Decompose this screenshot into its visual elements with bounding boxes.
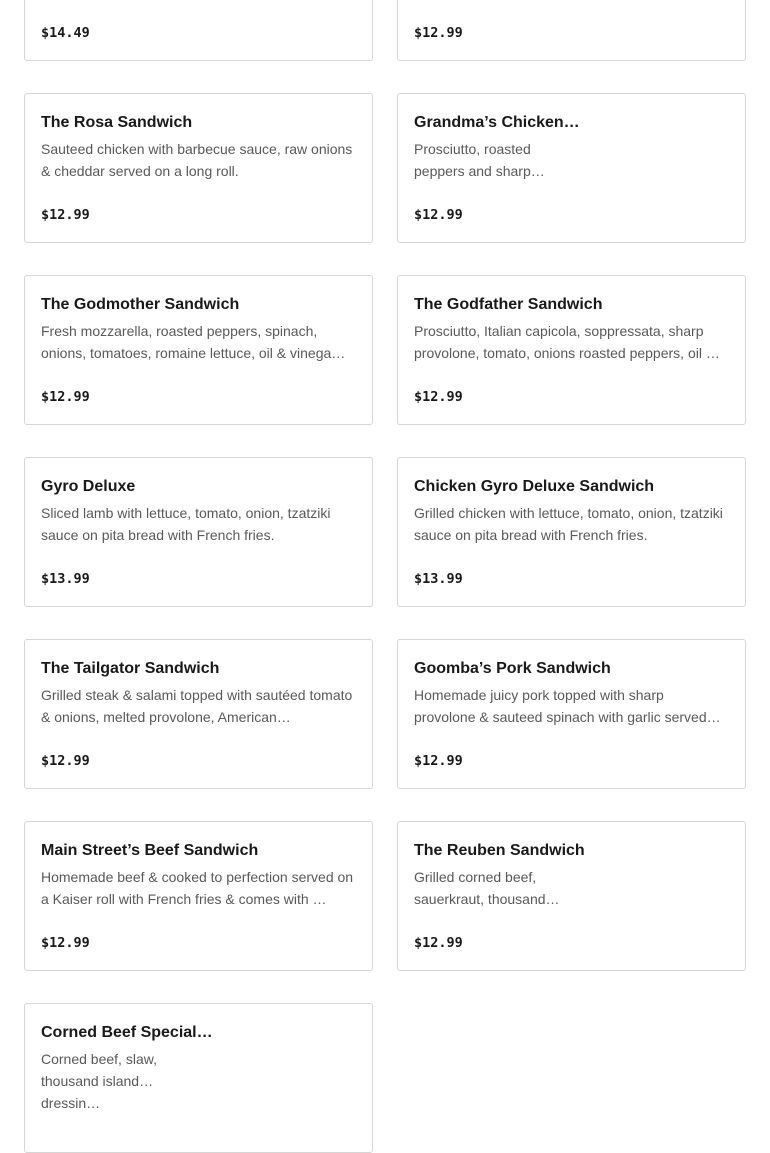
menu-item-name: The Rosa Sandwich bbox=[41, 114, 193, 131]
menu-item-price: $13.99 bbox=[41, 571, 90, 587]
menu-item-description: Fresh mozzarella, roasted peppers, spinach, onions, tomatoes, romaine lettuce, oil & vinega… bbox=[41, 323, 346, 361]
menu-item-card[interactable] bbox=[397, 457, 746, 607]
menu-item-price: $12.99 bbox=[41, 753, 90, 769]
menu-item-price: $14.49 bbox=[41, 25, 90, 41]
menu-item-price: $12.99 bbox=[414, 25, 463, 41]
menu-item-card[interactable] bbox=[397, 821, 746, 971]
menu-item-name: Corned Beef Special… bbox=[41, 1024, 213, 1041]
menu-item-description: Homemade beef & cooked to perfection served on a Kaiser roll with French fries & comes with … bbox=[41, 869, 354, 907]
menu-item-name: Main Street’s Beef Sandwich bbox=[41, 842, 259, 859]
menu-item-price: $12.99 bbox=[41, 207, 90, 223]
menu-item-name: Grandma’s Chicken… bbox=[414, 114, 580, 131]
menu-item-price: $12.99 bbox=[41, 935, 90, 951]
menu-item-card[interactable] bbox=[397, 275, 746, 425]
menu-item-card[interactable] bbox=[397, 93, 746, 243]
menu-item-card[interactable] bbox=[24, 1003, 373, 1153]
menu-item-card[interactable] bbox=[397, 0, 746, 61]
menu-item-name: Goomba’s Pork Sandwich bbox=[414, 660, 611, 677]
menu-item-description: Prosciutto, roasted peppers and sharp… bbox=[414, 141, 545, 179]
menu-item-price: $12.99 bbox=[41, 389, 90, 405]
menu-item-card[interactable] bbox=[24, 821, 373, 971]
menu-item-name: The Reuben Sandwich bbox=[414, 842, 585, 859]
menu-item-price: $12.99 bbox=[414, 753, 463, 769]
menu-item-name: Chicken Gyro Deluxe Sandwich bbox=[414, 478, 655, 495]
menu-item-name: Gyro Deluxe bbox=[41, 478, 136, 495]
menu-item-card[interactable] bbox=[24, 639, 373, 789]
menu-item-price: $12.99 bbox=[414, 389, 463, 405]
menu-item-card[interactable] bbox=[24, 457, 373, 607]
menu-item-card[interactable] bbox=[24, 93, 373, 243]
menu-item-description: Grilled corned beef, sauerkraut, thousand… bbox=[414, 869, 560, 907]
menu-item-description: Corned beef, slaw, thousand island dressin… bbox=[41, 1051, 157, 1111]
menu-item-card[interactable] bbox=[24, 275, 373, 425]
menu-item-description: Homemade juicy pork topped with sharp provolone & sauteed spinach with garlic served… bbox=[414, 687, 721, 725]
menu-item-price: $12.99 bbox=[414, 935, 463, 951]
menu-item-description: Grilled chicken with lettuce, tomato, onion, tzatziki sauce on pita bread with French fries. bbox=[414, 505, 723, 543]
menu-item-name: The Tailgator Sandwich bbox=[41, 660, 220, 677]
menu-item-price: $12.99 bbox=[414, 207, 463, 223]
menu-item-name: The Godfather Sandwich bbox=[414, 296, 603, 313]
menu-item-card[interactable] bbox=[397, 639, 746, 789]
menu-item-card[interactable] bbox=[24, 0, 373, 61]
menu-item-description: Grilled steak & salami topped with sautéed tomato & onions, melted provolone, American… bbox=[41, 687, 353, 725]
menu-item-description: Sauteed chicken with barbecue sauce, raw onions & cheddar served on a long roll. bbox=[41, 141, 353, 179]
menu-item-name: The Godmother Sandwich bbox=[41, 296, 240, 313]
menu-item-description: Prosciutto, Italian capicola, soppressata, sharp provolone, tomato, onions roasted peppers, oil … bbox=[414, 323, 720, 361]
menu-item-description: Sliced lamb with lettuce, tomato, onion, tzatziki sauce on pita bread with French fries. bbox=[41, 505, 331, 543]
menu-item-price: $13.99 bbox=[414, 571, 463, 587]
